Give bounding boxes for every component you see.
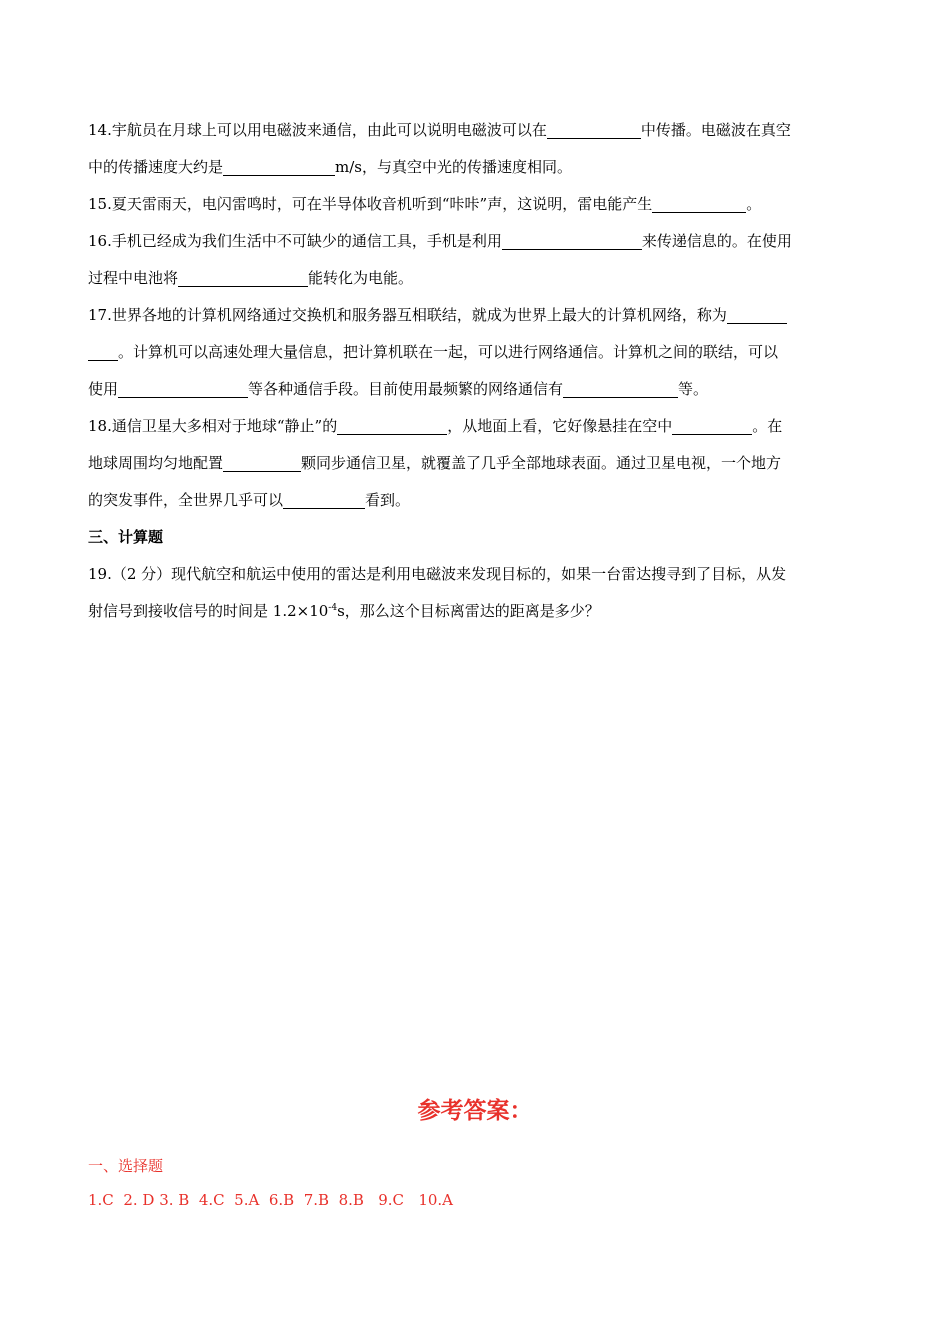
q14-blank-2[interactable] — [223, 155, 335, 176]
q18-line-2 — [88, 445, 858, 482]
q18-text-1b: ，从地面上看，它好像悬挂在空中 — [447, 417, 673, 435]
q19-line-1 — [88, 556, 858, 593]
q17-line-1 — [88, 297, 858, 334]
q17-blank-1b[interactable] — [88, 340, 118, 361]
q14-line-2 — [88, 149, 858, 186]
q15-line-1 — [88, 186, 858, 223]
q17-blank-2[interactable] — [118, 377, 248, 398]
q19-exponent: -4 — [328, 603, 338, 613]
q18-text-2b: 颗同步通信卫星，就覆盖了几乎全部地球表面。通过卫星电视，一个地方 — [301, 454, 782, 472]
q18-text-2a: 地球周围均匀地配置 — [88, 454, 224, 472]
q19-text-1: 19.（2 分）现代航空和航运中使用的雷达是利用电磁波来发现目标的，如果一台雷达搜寻到了目标，从发 — [88, 565, 787, 583]
q16-blank-2[interactable] — [178, 266, 308, 287]
answer-key-title: 参考答案： — [417, 1098, 533, 1124]
q17-blank-1a[interactable] — [727, 303, 787, 324]
q14-line-1 — [88, 112, 858, 149]
q19-text-2b: s，那么这个目标离雷达的距离是多少？ — [337, 602, 600, 620]
q18-text-3a: 的突发事件，全世界几乎可以 — [88, 491, 284, 509]
q17-text-3c: 等。 — [678, 380, 709, 398]
q15-blank-1[interactable] — [652, 192, 746, 213]
answer-list: 1.C 2. D 3. B 4.C 5.A 6.B 7.B 8.B 9.C 10.A — [88, 1191, 454, 1209]
q18-text-3b: 看到。 — [365, 491, 411, 509]
q16-text-2a: 过程中电池将 — [88, 269, 179, 287]
q16-line-1 — [88, 223, 858, 260]
q17-text-1a: 17.世界各地的计算机网络通过交换机和服务器互相联结，就成为世界上最大的计算机网络，称为 — [88, 306, 727, 324]
q16-line-2 — [88, 260, 858, 297]
q17-blank-3[interactable] — [563, 377, 678, 398]
q18-blank-2[interactable] — [672, 414, 752, 435]
q14-blank-1[interactable] — [547, 118, 641, 139]
q14-text-2b: m/s，与真空中光的传播速度相同。 — [335, 158, 572, 176]
q16-text-2b: 能转化为电能。 — [308, 269, 414, 287]
q15-text-1b: 。 — [746, 195, 762, 213]
q18-line-3 — [88, 482, 858, 519]
q17-line-2 — [88, 334, 858, 371]
q18-text-1a: 18.通信卫星大多相对于地球“静止”的 — [88, 417, 338, 435]
q17-line-3 — [88, 371, 858, 408]
q17-text-3b: 等各种通信手段。目前使用最频繁的网络通信有 — [248, 380, 564, 398]
q17-text-3a: 使用 — [88, 380, 119, 398]
q18-text-1c: 。在 — [752, 417, 783, 435]
q18-blank-1[interactable] — [337, 414, 447, 435]
question-content — [88, 112, 858, 630]
q15-text-1a: 15.夏天雷雨天，电闪雷鸣时，可在半导体收音机听到“咔咔”声，这说明，雷电能产生 — [88, 195, 653, 213]
answer-section-heading: 一、选择题 — [88, 1157, 164, 1175]
q16-text-1a: 16.手机已经成为我们生活中不可缺少的通信工具，手机是利用 — [88, 232, 502, 250]
q16-blank-1[interactable] — [502, 229, 642, 250]
q14-text-2a: 中的传播速度大约是 — [88, 158, 224, 176]
q17-text-2b: 。计算机可以高速处理大量信息，把计算机联在一起，可以进行网络通信。计算机之间的联结，可以 — [118, 343, 779, 361]
q19-line-2 — [88, 593, 858, 630]
q14-text-1a: 14.宇航员在月球上可以用电磁波来通信，由此可以说明电磁波可以在 — [88, 121, 547, 139]
q16-text-1b: 来传递信息的。在使用 — [641, 232, 792, 250]
q19-text-2a: 射信号到接收信号的时间是 1.2×10 — [88, 602, 329, 620]
q18-line-1 — [88, 408, 858, 445]
q18-blank-3[interactable] — [223, 451, 301, 472]
q18-blank-4[interactable] — [283, 488, 365, 509]
q14-text-1b: 中传播。电磁波在真空 — [640, 121, 791, 139]
section-title-calculation: 三、计算题 — [88, 528, 164, 546]
